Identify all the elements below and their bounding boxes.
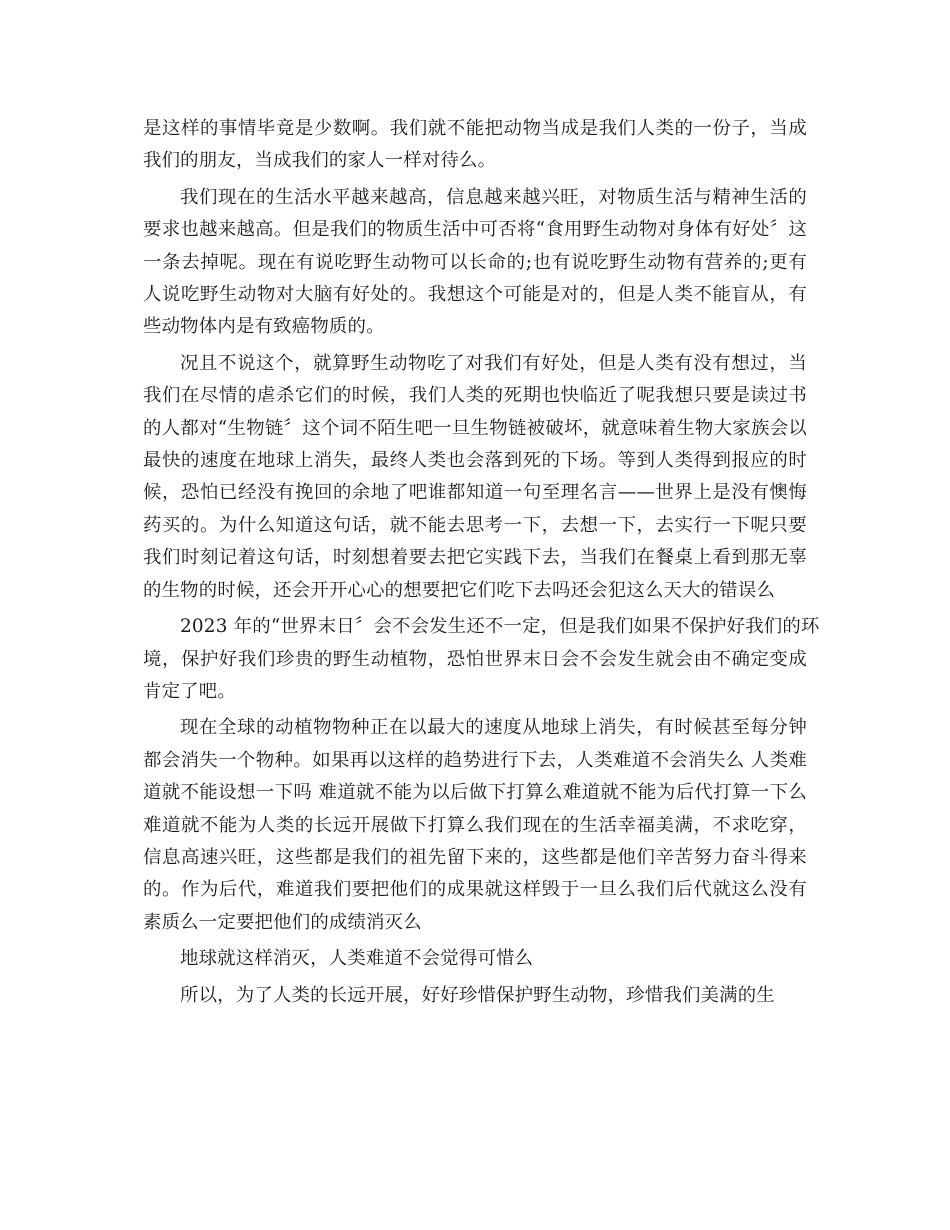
text-line: 况且不说这个，就算野生动物吃了对我们有好处，但是人类有没有想过，当 [180, 352, 807, 374]
text-line: 候，恐怕已经没有挽回的余地了吧谁都知道一句至理名言——世界上是没有懊悔 [143, 482, 807, 504]
paragraph [143, 943, 807, 975]
text-line: 难道就不能为人类的长远开展做下打算么我们现在的生活幸福美满，不求吃穿， [143, 814, 807, 836]
text-line: 素质么一定要把他们的成绩消灭么 [143, 911, 422, 933]
paragraph [143, 113, 807, 178]
text-line: 人说吃野生动物对大脑有好处的。我想这个可能是对的，但是人类不能盲从，有 [143, 284, 807, 306]
text-line: 的。作为后代，难道我们要把他们的成果就这样毁于一旦么我们后代就这么没有 [143, 879, 807, 901]
text-line: 我们现在的生活水平越来越高，信息越来越兴旺，对物质生活与精神生活的 [180, 186, 807, 208]
text-line: 要求也越来越高。但是我们的物质生活中可否将“食用野生动物对身体有好处〞这 [143, 219, 807, 241]
paragraph [143, 712, 807, 939]
text-line: 2023 年的“世界末日〞会不会发生还不一定，但是我们如果不保护好我们的环 [180, 616, 820, 638]
text-line: 最快的速度在地球上消失，最终人类也会落到死的下场。等到人类得到报应的时 [143, 450, 807, 472]
text-line: 的生物的时候，还会开开心心的想要把它们吃下去吗还会犯这么天大的错误么 [143, 579, 776, 601]
text-line: 药买的。为什么知道这句话，就不能去思考一下，去想一下，去实行一下呢只要 [143, 514, 807, 536]
text-line: 现在全球的动植物物种正在以最大的速度从地球上消失，有时候甚至每分钟 [180, 717, 807, 739]
text-line: 信息高速兴旺，这些都是我们的祖先留下来的，这些都是他们辛苦努力奋斗得来 [143, 846, 807, 868]
text-line: 都会消失一个物种。如果再以这样的趋势进行下去，人类难道不会消失么 人类难 [143, 749, 807, 771]
text-line: 些动物体内是有致癌物质的。 [143, 316, 385, 338]
paragraph [143, 980, 807, 1012]
text-line: 我们的朋友，当成我们的家人一样对待么。 [143, 150, 497, 172]
paragraph [143, 182, 807, 344]
paragraph [143, 348, 807, 607]
text-line: 的人都对“生物链〞这个词不陌生吧一旦生物链被破坏，就意味着生物大家族会以 [143, 417, 807, 439]
text-line: 道就不能设想一下吗 难道就不能为以后做下打算么难道就不能为后代打算一下么 [143, 782, 807, 804]
text-line: 一条去掉呢。现在有说吃野生动物可以长命的;也有说吃野生动物有营养的;更有 [143, 251, 807, 273]
text-line: 所以，为了人类的长远开展，好好珍惜保护野生动物，珍惜我们美满的生 [180, 984, 775, 1006]
text-line: 境，保护好我们珍贵的野生动植物，恐怕世界末日会不会发生就会由不确定变成 [143, 648, 807, 670]
text-line: 我们在尽情的虐杀它们的时候，我们人类的死期也快临近了呢我想只要是读过书 [143, 385, 807, 407]
text-line: 是这样的事情毕竟是少数啊。我们就不能把动物当成是我们人类的一份子，当成 [143, 118, 807, 139]
paragraph [143, 611, 820, 708]
text-line: 肯定了吧。 [143, 680, 236, 702]
text-line: 地球就这样消灭，人类难道不会觉得可惜么 [180, 948, 534, 970]
text-line: 我们时刻记着这句话，时刻想着要去把它实践下去，当我们在餐桌上看到那无辜 [143, 547, 807, 569]
document-body [143, 113, 820, 1012]
